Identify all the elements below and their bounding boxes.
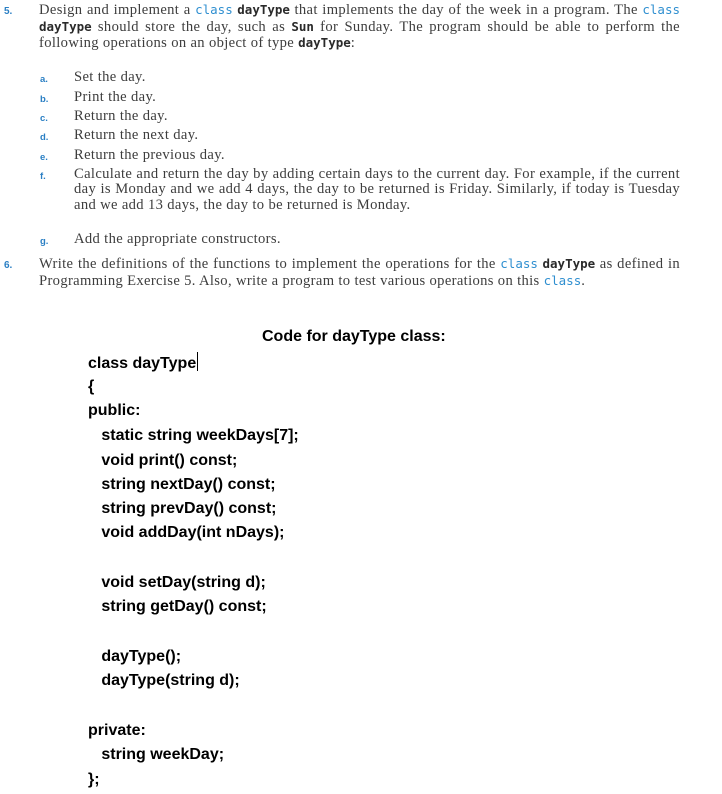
exercise-5-intro xyxy=(39,2,680,52)
code-line-text: class dayType xyxy=(88,355,197,372)
keyword-daytype: dayType xyxy=(542,256,596,271)
exercise-text: as defined in Programming Exercise 5. Also, write a program to test various operations on this xyxy=(39,256,681,289)
code-line: dayType(); xyxy=(88,648,182,665)
exercise-text: Write the definitions of the functions to implement the operations for the xyxy=(39,256,501,272)
code-line: void setDay(string d); xyxy=(88,574,266,591)
keyword-sun: Sun xyxy=(291,18,314,34)
list-item-letter: d. xyxy=(40,132,49,143)
keyword-class: class xyxy=(500,256,538,271)
code-line: public: xyxy=(88,402,141,419)
intro-text: should store the day, such as xyxy=(91,18,292,35)
text-cursor xyxy=(197,352,198,371)
exercise-6-text xyxy=(39,256,680,289)
code-line: void print() const; xyxy=(88,452,238,469)
list-item-text: Set the day. xyxy=(74,69,146,85)
list-item-text: Print the day. xyxy=(74,89,157,105)
code-line: string getDay() const; xyxy=(88,598,267,615)
list-item-text: Return the previous day. xyxy=(74,147,225,163)
code-line: void addDay(int nDays); xyxy=(88,524,285,541)
code-line: }; xyxy=(88,771,100,788)
exercise-text: . xyxy=(581,272,586,289)
list-item-text: Return the next day. xyxy=(74,127,199,143)
list-item-letter: g. xyxy=(40,236,49,247)
intro-text: that implements the day of the week in a program. The xyxy=(289,2,643,18)
intro-text: Design and implement a xyxy=(39,2,196,18)
keyword-daytype: dayType xyxy=(237,2,290,17)
code-line: string nextDay() const; xyxy=(88,476,276,493)
list-item-letter: e. xyxy=(40,152,48,163)
code-line: private: xyxy=(88,722,146,739)
list-item-letter: c. xyxy=(40,113,48,124)
list-item-text: Add the appropriate constructors. xyxy=(74,231,281,247)
code-line xyxy=(88,352,198,373)
code-heading: Code for dayType class: xyxy=(262,328,446,345)
intro-text: for Sunday. The program should be able to perform the following operations on an object of type xyxy=(39,18,681,51)
exercise-number: 5. xyxy=(4,6,13,17)
exercise-number: 6. xyxy=(4,260,13,271)
keyword-class: class xyxy=(543,272,582,288)
code-line: string weekDay; xyxy=(88,746,225,763)
intro-text: : xyxy=(350,35,356,51)
keyword-daytype: dayType xyxy=(39,18,92,34)
keyword-class: class xyxy=(195,2,233,17)
list-item-letter: b. xyxy=(40,94,49,105)
code-line: dayType(string d); xyxy=(88,672,240,689)
list-item-letter: a. xyxy=(40,74,48,85)
list-item-text: Calculate and return the day by adding certain days to the current day. For example, if the current day is Monday and we add 4 days, the day to be returned is Friday. Similarly, if today is Tuesday and we add 13 days, the day to be returned is Monday. xyxy=(74,166,680,213)
code-line: string prevDay() const; xyxy=(88,500,277,517)
keyword-class: class xyxy=(642,2,681,17)
code-line: static string weekDays[7]; xyxy=(88,427,299,444)
list-item-letter: f. xyxy=(40,171,46,182)
code-line: { xyxy=(88,378,95,395)
keyword-daytype: dayType xyxy=(298,35,351,50)
list-item-text: Return the day. xyxy=(74,108,168,124)
